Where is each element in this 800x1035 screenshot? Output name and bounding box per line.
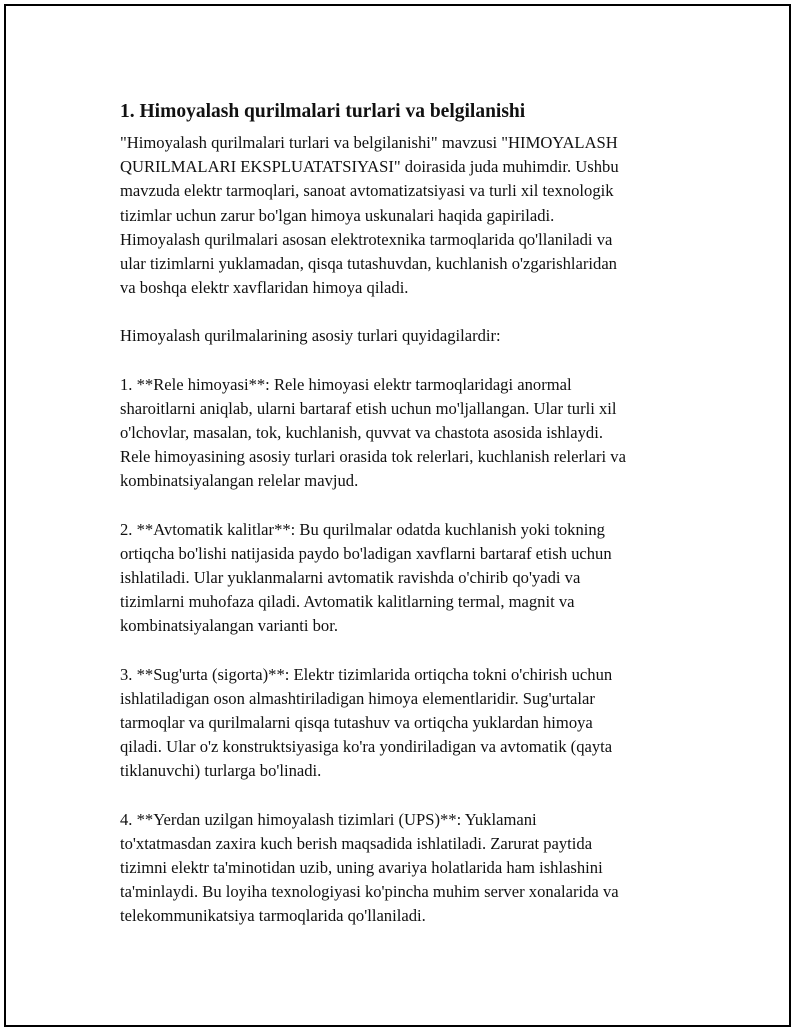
document-body — [120, 99, 710, 953]
intro-paragraph: "Himoyalash qurilmalari turlari va belgilanishi" mavzusi "HIMOYALASH QURILMALARI EKSPLUATATSIYASI" doirasida juda muhimdir. Ushbu mavzuda elektr tarmoqlari, sanoat avtomatizatsiyasi va turli xil texnologik tizimlar uchun zarur bo'lgan himoya uskunalari haqida gapiriladi. Himoyalash qurilmalari asosan elektrotexnika tarmoqlarida qo'llaniladi va ular tizimlarni yuklamadan, qisqa tutashuvdan, kuchlanish o'zgarishlaridan va boshqa elektr xavflaridan himoya qiladi. — [120, 133, 619, 298]
page-frame — [4, 4, 791, 1027]
document-title: 1. Himoyalash qurilmalari turlari va belgilanishi — [120, 101, 526, 122]
list-item-relay-protection: 1. **Rele himoyasi**: Rele himoyasi elektr tarmoqlaridagi anormal sharoitlarni aniqlab, ularni bartaraf etish uchun mo'ljallangan. Ular turli xil o'lchovlar, masalan, tok, kuchlanish, quvvat va chastota asosida ishlaydi. Rele himoyasining asosiy turlari orasida tok relerlari, kuchlanish relerlari va kombinatsiyalangan relelar mavjud. — [120, 374, 626, 491]
types-intro-paragraph: Himoyalash qurilmalarining asosiy turlari quyidagilardir: — [120, 326, 501, 346]
list-item-circuit-breakers: 2. **Avtomatik kalitlar**: Bu qurilmalar odatda kuchlanish yoki tokning ortiqcha bo'lishi natijasida paydo bo'ladigan xavflarni bartaraf etish uchun ishlatiladi. Ular yuklanmalarni avtomatik ravishda o'chirib qo'yadi va tizimlarni muhofaza qiladi. Avtomatik kalitlarning termal, magnit va kombinatsiyalangan varianti bor. — [120, 519, 612, 636]
list-item-fuses: 3. **Sug'urta (sigorta)**: Elektr tizimlarida ortiqcha tokni o'chirish uchun ishlatiladigan oson almashtiriladigan himoya elementlaridir. Sug'urtalar tarmoqlar va qurilmalarni qisqa tutashuv va ortiqcha yuklardan himoya qiladi. Ular o'z konstruktsiyasiga ko'ra yondiriladigan va avtomatik (qayta tiklanuvchi) turlarga bo'linadi. — [120, 664, 613, 781]
list-item-ups-systems: 4. **Yerdan uzilgan himoyalash tizimlari (UPS)**: Yuklamani to'xtatmasdan zaxira kuch berish maqsadida ishlatiladi. Zarurat paytida tizimni elektr ta'minotidan uzib, uning avariya holatlarida ham ishlashini ta'minlaydi. Bu loyiha texnologiyasi ko'pincha muhim server xonalarida va telekommunikatsiya tarmoqlarida qo'llaniladi. — [120, 809, 619, 926]
